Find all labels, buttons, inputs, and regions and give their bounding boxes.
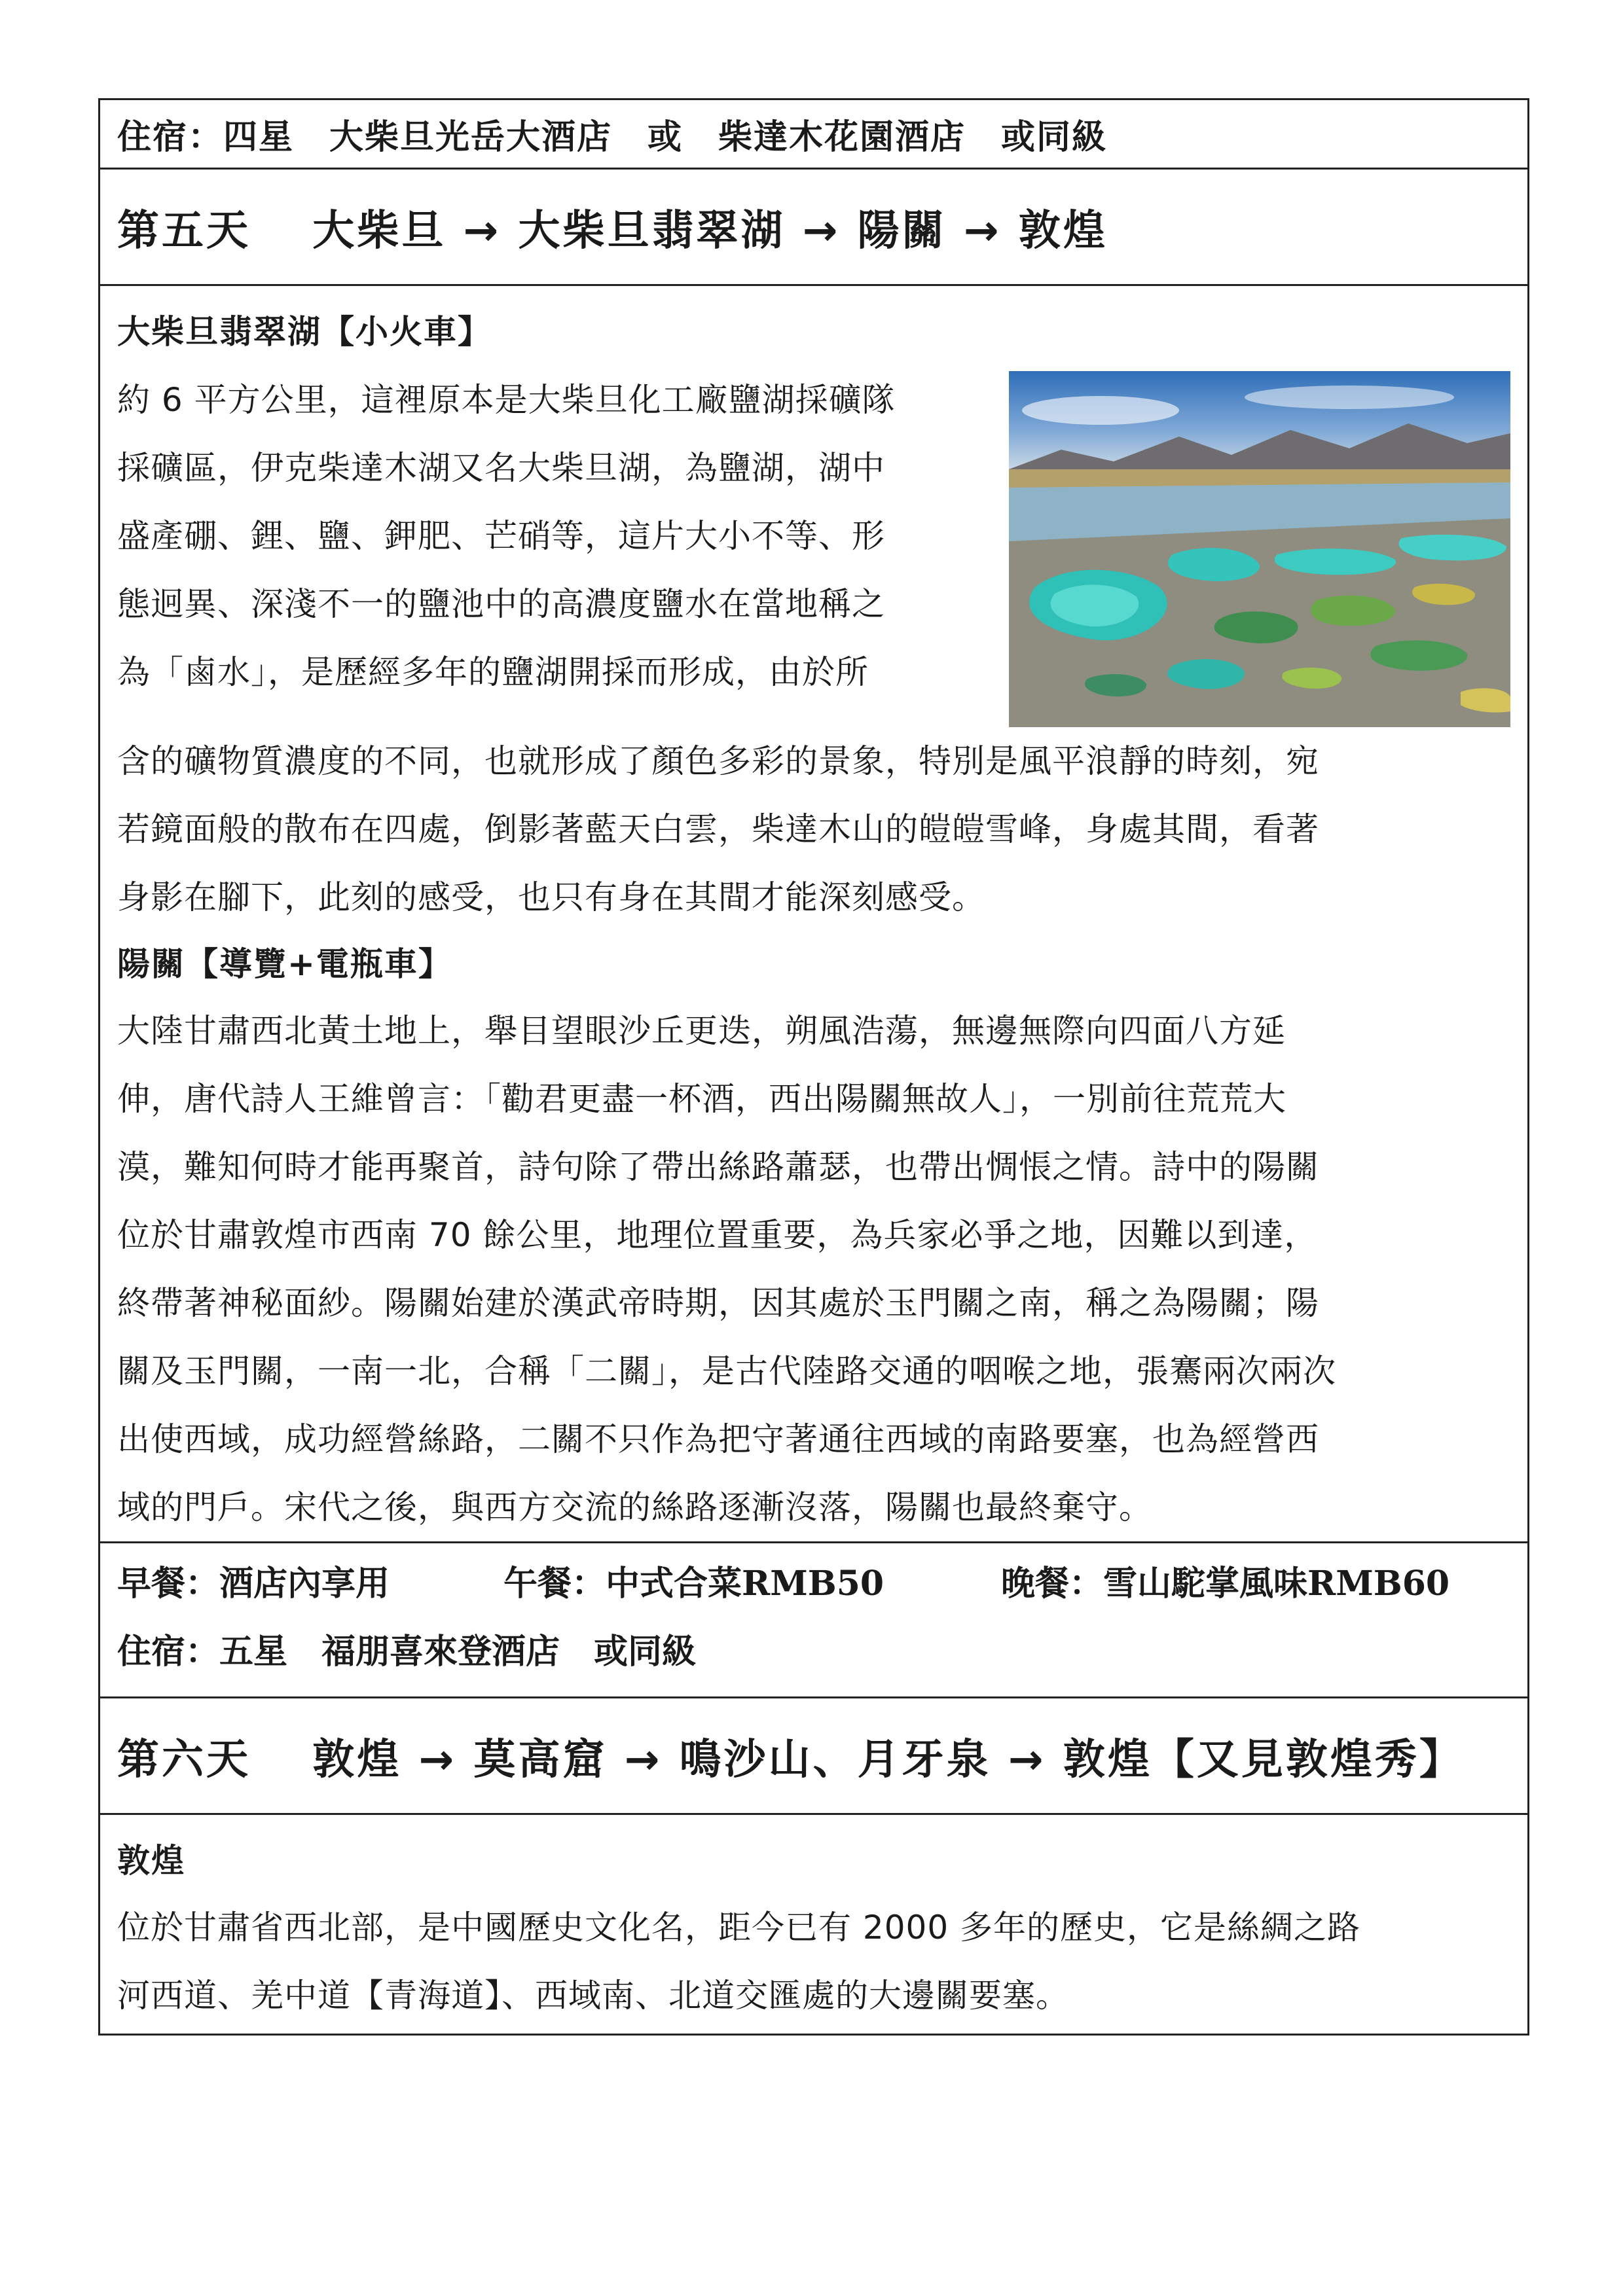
lake-heading: 大柴旦翡翠湖【小火車】 bbox=[117, 313, 492, 351]
lake-line: 約 6 平方公里，這裡原本是大柴旦化工廠鹽湖採礦隊 bbox=[117, 381, 896, 419]
lake-line: 採礦區，伊克柴達木湖又名大柴旦湖，為鹽湖，湖中 bbox=[117, 449, 885, 487]
yangguan-line: 伸，唐代詩人王維曾言：「勸君更盡一杯酒，西出陽關無故人」，一別前往荒荒大 bbox=[117, 1080, 1286, 1118]
dinner-price: RMB60 bbox=[1307, 1564, 1450, 1604]
yangguan-line: 出使西域，成功經營絲路，二關不只作為把守著通往西域的南路要塞，也為經營西 bbox=[117, 1420, 1319, 1458]
day6-header bbox=[100, 1698, 1527, 1815]
yangguan-line: 終帶著神秘面紗。陽關始建於漢武帝時期，因其處於玉門關之南，稱之為陽關；陽 bbox=[117, 1284, 1319, 1322]
day5-content bbox=[100, 286, 1527, 1543]
dinner-label: 晚餐：雪山駝掌風味 bbox=[1001, 1564, 1308, 1604]
day6-content bbox=[100, 1815, 1527, 2034]
lake-line: 身影在腳下，此刻的感受，也只有身在其間才能深刻感受。 bbox=[117, 878, 985, 916]
day6-title: 第六天 敦煌 → 莫高窟 → 鳴沙山、月牙泉 → 敦煌【又見敦煌秀】 bbox=[117, 1735, 1464, 1784]
lake-line: 態迥異、深淺不一的鹽池中的高濃度鹽水在當地稱之 bbox=[117, 585, 885, 623]
day5-lodging: 住宿：五星 福朋喜來登酒店 或同級 bbox=[117, 1632, 697, 1672]
day5-title: 第五天 大柴旦 → 大柴旦翡翠湖 → 陽關 → 敦煌 bbox=[117, 206, 1108, 255]
lunch-label: 午餐：中式合菜 bbox=[503, 1564, 742, 1604]
lake-line: 含的礦物質濃度的不同，也就形成了顏色多彩的景象，特別是風平浪靜的時刻，宛 bbox=[117, 742, 1319, 780]
dunhuang-heading: 敦煌 bbox=[117, 1842, 185, 1880]
lodging-text: 住宿：四星 大柴旦光岳大酒店 或 柴達木花園酒店 或同級 bbox=[117, 118, 1108, 157]
breakfast: 早餐：酒店內享用 bbox=[117, 1564, 390, 1604]
lake-line: 盛產硼、鋰、鹽、鉀肥、芒硝等，這片大小不等、形 bbox=[117, 517, 885, 555]
yangguan-line: 關及玉門關，一南一北，合稱「二關」，是古代陸路交通的咽喉之地，張騫兩次兩次 bbox=[117, 1352, 1336, 1390]
day5-header bbox=[100, 170, 1527, 286]
yangguan-heading: 陽關【導覽+電瓶車】 bbox=[117, 945, 452, 983]
emerald-lake-photo bbox=[1009, 371, 1510, 727]
lodging-previous-night bbox=[100, 100, 1527, 170]
lunch-price: RMB50 bbox=[742, 1564, 884, 1604]
dinner bbox=[1001, 1550, 1450, 1618]
lake-line: 為「鹵水」，是歷經多年的鹽湖開採而形成，由於所 bbox=[117, 653, 869, 691]
yangguan-description bbox=[117, 997, 1510, 1541]
lake-line: 若鏡面般的散布在四處，倒影著藍天白雲，柴達木山的皚皚雪峰，身處其間，看著 bbox=[117, 810, 1319, 848]
yangguan-line: 域的門戶。宋代之後，與西方交流的絲路逐漸沒落，陽關也最終棄守。 bbox=[117, 1488, 1152, 1526]
dunhuang-line: 河西道、羌中道【青海道】、西域南、北道交匯處的大邊關要塞。 bbox=[117, 1977, 1069, 2015]
lodging-line bbox=[117, 1618, 1510, 1686]
itinerary-table bbox=[98, 98, 1529, 2036]
lunch bbox=[503, 1550, 1001, 1618]
yangguan-line: 大陸甘肅西北黃土地上，舉目望眼沙丘更迭，朔風浩蕩，無邊無際向四面八方延 bbox=[117, 1012, 1286, 1050]
dunhuang-description bbox=[117, 1893, 1510, 2030]
day5-meals-lodging bbox=[100, 1543, 1527, 1698]
yangguan-line: 漠，難知何時才能再聚首，詩句除了帶出絲路蕭瑟，也帶出惆悵之情。詩中的陽關 bbox=[117, 1148, 1319, 1186]
yangguan-line: 位於甘肅敦煌市西南 70 餘公里，地理位置重要，為兵家必爭之地，因難以到達， bbox=[117, 1216, 1318, 1254]
meals-line bbox=[117, 1550, 1510, 1618]
dunhuang-line: 位於甘肅省西北部，是中國歷史文化名，距今已有 2000 多年的歷史，它是絲綢之路 bbox=[117, 1909, 1361, 1946]
